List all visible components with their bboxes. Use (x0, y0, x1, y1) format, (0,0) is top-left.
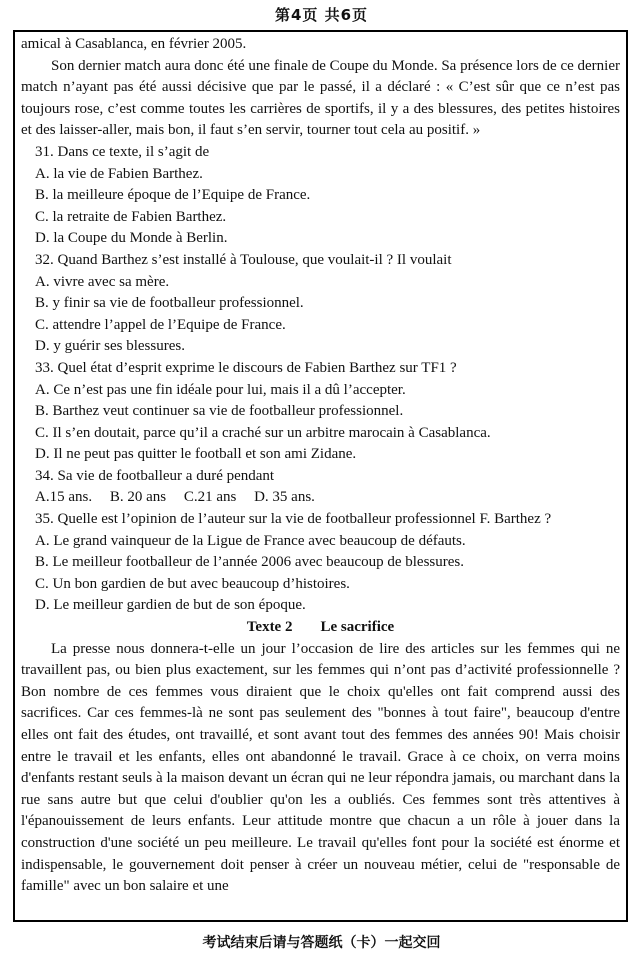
text2-title: Le sacrifice (320, 619, 395, 636)
text2-paragraph: La presse nous donnera-t-elle un jour l’occasion de lire des articles sur les femmes qui ne travaillent pas, ou bien plus exactement, sur les femmes qui n’ont pas d’activité professionnelle ? Bon nombre de ces femmes vous diraient que le choix qu'elles ont fait comprend aussi des sacrifices. Car ces femmes-là ne sont pas seulement des "bonnes à tout faire", beaucoup d'entre elles ont fait des études, ont travaillé, et sont avant tout des femmes des années 90! Mais choisir entre le travail et les enfants, elles ont abandonné le travail. Grace à ce choix, on verra moins d'enfants restant seuls à la maison devant un écran qui ne leur répondra jamais, ou marchant dans la rue sans autre but que celui d'oublier qu'on les a oubliés. Ces femmes sont très attentives à l'épanouissement de leurs enfants. Leur attitude montre que chacun a un rôle à jouer dans la construction d'une société un peu meilleure. Le travail qu'elles font pour la société est énorme et indispensable, le gouvernement doit penser à créer un nouveau métier, celui de "responsable de famille" avec un bon salaire et une (21, 640, 620, 895)
option: D. Il ne peut pas quitter le football et son ami Zidane. (35, 446, 357, 463)
question-text: 34. Sa vie de footballeur a duré pendant (35, 467, 275, 484)
option: C. Il s’en doutait, parce qu’il a craché sur un arbitre marocain à Casablanca. (35, 424, 491, 441)
question-text: 32. Quand Barthez s’est installé à Toulouse, que voulait-il ? Il voulait (35, 251, 452, 268)
option: D. la Coupe du Monde à Berlin. (35, 230, 228, 247)
option: A.15 ans. (35, 489, 93, 506)
option: C. Un bon gardien de but avec beaucoup d’histoires. (35, 575, 350, 592)
option: B. la meilleure époque de l’Equipe de France. (35, 187, 311, 204)
option: C. la retraite de Fabien Barthez. (35, 208, 227, 225)
option: B. Barthez veut continuer sa vie de footballeur professionnel. (35, 403, 404, 420)
option: B. y finir sa vie de footballeur professionnel. (35, 295, 304, 312)
question-31 (21, 142, 620, 250)
option: A. la vie de Fabien Barthez. (35, 165, 203, 182)
text1-paragraph: Son dernier match aura donc été une finale de Coupe du Monde. Sa présence lors de ce dernier match n’ayant pas été aussi décisive que par le passé, il a déclaré : « C’est sûr que ce n’est pas toujours rose, c’est comme toutes les carrières de sportifs, il y a des blessures, des petites histoires et des laisser-aller, mais bon, il faut s’en servir, tourner tout cela au positif. » (21, 57, 620, 139)
option: A. vivre avec sa mère. (35, 273, 170, 290)
text1-continuation: amical à Casablanca, en février 2005. (21, 36, 247, 52)
question-text: 33. Quel état d’esprit exprime le discours de Fabien Barthez sur TF1 ? (35, 359, 457, 376)
page-footer: 考试结束后请与答题纸（卡）一起交回 (202, 935, 441, 951)
text2-label: Texte 2 (246, 619, 293, 636)
option: A. Le grand vainqueur de la Ligue de France avec beaucoup de défauts. (35, 532, 466, 549)
option: D. 35 ans. (254, 489, 315, 506)
text2-heading (21, 617, 620, 639)
question-32 (21, 250, 620, 358)
option-row (21, 487, 620, 509)
question-text: 31. Dans ce texte, il s’agit de (35, 143, 210, 160)
question-34 (21, 466, 620, 509)
question-33 (21, 358, 620, 466)
option: D. y guérir ses blessures. (35, 338, 185, 355)
option: A. Ce n’est pas une fin idéale pour lui, mais il a dû l’accepter. (35, 381, 406, 398)
option: D. Le meilleur gardien de but de son époque. (35, 597, 306, 614)
option: B. 20 ans (109, 489, 167, 506)
question-text: 35. Quelle est l’opinion de l’auteur sur la vie de footballeur professionnel F. Barthez ? (35, 511, 552, 528)
option: B. Le meilleur footballeur de l’année 2006 avec beaucoup de blessures. (35, 554, 465, 571)
option: C. attendre l’appel de l’Equipe de France. (35, 316, 286, 333)
page-header: 第4页 共6页 (274, 6, 369, 24)
question-35 (21, 509, 620, 617)
option: C.21 ans (183, 489, 237, 506)
content-frame (13, 30, 628, 922)
